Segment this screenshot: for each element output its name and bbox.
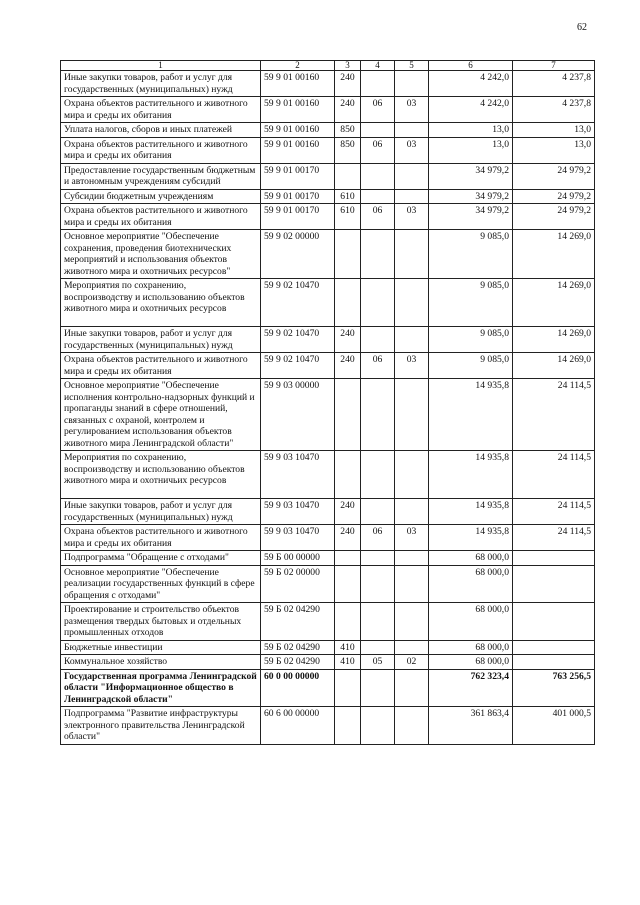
row-amount-year2-cell: 14 269,0: [513, 230, 595, 279]
row-expense-type-cell: 240: [335, 97, 361, 123]
table-row: [61, 603, 595, 641]
row-subsection-cell: 03: [395, 97, 429, 123]
row-code-cell: 59 9 02 10470: [261, 279, 335, 327]
row-expense-type-cell: [335, 565, 361, 603]
row-section-cell: [361, 603, 395, 641]
row-expense-type-cell: 240: [335, 71, 361, 97]
table-row: [61, 230, 595, 279]
row-amount-year1-cell: 13,0: [429, 137, 513, 163]
row-code-cell: 59 9 01 00160: [261, 97, 335, 123]
table-row: [61, 353, 595, 379]
row-section-cell: [361, 565, 395, 603]
row-subsection-cell: [395, 189, 429, 204]
row-section-cell: [361, 123, 395, 138]
row-amount-year2-cell: [513, 565, 595, 603]
table-row: [61, 451, 595, 499]
row-amount-year2-cell: 401 000,5: [513, 707, 595, 745]
row-code-cell: 59 9 02 00000: [261, 230, 335, 279]
row-expense-type-cell: 610: [335, 204, 361, 230]
table-row: [61, 204, 595, 230]
column-header: 2: [261, 61, 335, 71]
row-expense-type-cell: 240: [335, 525, 361, 551]
row-amount-year1-cell: 14 935,8: [429, 525, 513, 551]
row-section-cell: 06: [361, 204, 395, 230]
row-amount-year2-cell: 4 237,8: [513, 97, 595, 123]
row-section-cell: 05: [361, 655, 395, 670]
row-section-cell: [361, 551, 395, 566]
table-row: [61, 551, 595, 566]
row-subsection-cell: [395, 640, 429, 655]
row-code-cell: 59 9 01 00170: [261, 204, 335, 230]
row-section-cell: [361, 327, 395, 353]
row-subsection-cell: [395, 499, 429, 525]
row-expense-type-cell: [335, 551, 361, 566]
row-expense-type-cell: 240: [335, 353, 361, 379]
row-name-cell: Субсидии бюджетным учреждениям: [61, 189, 261, 204]
row-amount-year2-cell: 24 114,5: [513, 525, 595, 551]
row-code-cell: 59 9 03 10470: [261, 525, 335, 551]
page-number: 62: [577, 22, 587, 33]
table-row: [61, 163, 595, 189]
row-amount-year1-cell: 68 000,0: [429, 551, 513, 566]
row-name-cell: Иные закупки товаров, работ и услуг для государственных (муниципальных) нужд: [61, 499, 261, 525]
row-name-cell: Мероприятия по сохранению, воспроизводству и использованию объектов животного мира и охотничьих ресурсов: [61, 451, 261, 499]
row-amount-year1-cell: 68 000,0: [429, 655, 513, 670]
row-amount-year1-cell: 9 085,0: [429, 353, 513, 379]
row-name-cell: Основное мероприятие "Обеспечение исполнения контрольно-надзорных функций и пропаганды знаний в сфере отношений, связанных с охраной, контролем и регулированием использования объектов животного мира Ленинградской области": [61, 379, 261, 451]
row-amount-year1-cell: 68 000,0: [429, 565, 513, 603]
row-code-cell: 59 9 01 00160: [261, 71, 335, 97]
row-code-cell: 59 9 01 00170: [261, 189, 335, 204]
row-section-cell: [361, 451, 395, 499]
row-amount-year2-cell: 24 979,2: [513, 189, 595, 204]
table-row: [61, 123, 595, 138]
row-name-cell: Бюджетные инвестиции: [61, 640, 261, 655]
column-header: 4: [361, 61, 395, 71]
row-amount-year2-cell: 24 114,5: [513, 499, 595, 525]
row-amount-year2-cell: 13,0: [513, 123, 595, 138]
table-row: [61, 707, 595, 745]
table-row: [61, 499, 595, 525]
row-name-cell: Мероприятия по сохранению, воспроизводству и использованию объектов животного мира и охотничьих ресурсов: [61, 279, 261, 327]
row-expense-type-cell: [335, 451, 361, 499]
row-amount-year2-cell: [513, 551, 595, 566]
header-row: [61, 61, 595, 71]
table-row: [61, 379, 595, 451]
row-subsection-cell: 03: [395, 353, 429, 379]
row-code-cell: 59 9 02 10470: [261, 353, 335, 379]
row-code-cell: 59 9 01 00160: [261, 137, 335, 163]
row-code-cell: 59 Б 02 04290: [261, 655, 335, 670]
row-amount-year1-cell: 34 979,2: [429, 204, 513, 230]
row-expense-type-cell: 240: [335, 499, 361, 525]
row-section-cell: [361, 707, 395, 745]
row-name-cell: Охрана объектов растительного и животного мира и среды их обитания: [61, 97, 261, 123]
row-section-cell: 06: [361, 137, 395, 163]
row-amount-year2-cell: 24 114,5: [513, 451, 595, 499]
row-subsection-cell: [395, 163, 429, 189]
row-subsection-cell: [395, 327, 429, 353]
row-code-cell: 59 Б 02 04290: [261, 640, 335, 655]
row-section-cell: [361, 640, 395, 655]
column-header: 6: [429, 61, 513, 71]
table-row: [61, 525, 595, 551]
row-amount-year2-cell: 24 114,5: [513, 379, 595, 451]
row-amount-year1-cell: 14 935,8: [429, 499, 513, 525]
row-subsection-cell: 03: [395, 525, 429, 551]
table-row: [61, 565, 595, 603]
row-name-cell: Охрана объектов растительного и животного мира и среды их обитания: [61, 137, 261, 163]
row-section-cell: [361, 669, 395, 707]
table-row: [61, 137, 595, 163]
row-amount-year1-cell: 4 242,0: [429, 71, 513, 97]
row-amount-year1-cell: 9 085,0: [429, 230, 513, 279]
row-expense-type-cell: 850: [335, 137, 361, 163]
row-expense-type-cell: 610: [335, 189, 361, 204]
row-amount-year2-cell: 4 237,8: [513, 71, 595, 97]
row-name-cell: Охрана объектов растительного и животного мира и среды их обитания: [61, 353, 261, 379]
row-name-cell: Уплата налогов, сборов и иных платежей: [61, 123, 261, 138]
row-subsection-cell: [395, 451, 429, 499]
row-subsection-cell: 03: [395, 137, 429, 163]
row-name-cell: Охрана объектов растительного и животного мира и среды их обитания: [61, 525, 261, 551]
row-amount-year1-cell: 762 323,4: [429, 669, 513, 707]
row-amount-year1-cell: 14 935,8: [429, 451, 513, 499]
budget-table: [60, 60, 595, 745]
table-row: [61, 640, 595, 655]
row-amount-year1-cell: 34 979,2: [429, 189, 513, 204]
row-code-cell: 60 0 00 00000: [261, 669, 335, 707]
row-amount-year2-cell: 763 256,5: [513, 669, 595, 707]
row-subsection-cell: [395, 279, 429, 327]
row-name-cell: Проектирование и строительство объектов размещения твердых бытовых и отдельных промышленных отходов: [61, 603, 261, 641]
row-section-cell: 06: [361, 353, 395, 379]
row-amount-year2-cell: [513, 640, 595, 655]
row-name-cell: Основное мероприятие "Обеспечение реализации государственных функций в сфере обращения с отходами": [61, 565, 261, 603]
row-code-cell: 60 6 00 00000: [261, 707, 335, 745]
table-row: [61, 669, 595, 707]
row-subsection-cell: [395, 123, 429, 138]
row-name-cell: Государственная программа Ленинградской области "Информационное общество в Ленинградской области": [61, 669, 261, 707]
table-row: [61, 327, 595, 353]
row-amount-year1-cell: 68 000,0: [429, 640, 513, 655]
column-header: 3: [335, 61, 361, 71]
row-name-cell: Иные закупки товаров, работ и услуг для государственных (муниципальных) нужд: [61, 327, 261, 353]
row-amount-year2-cell: [513, 603, 595, 641]
row-name-cell: Коммунальное хозяйство: [61, 655, 261, 670]
row-name-cell: Основное мероприятие "Обеспечение сохранения, проведения биотехнических мероприятий и использования объектов животного мира и охотничьих ресурсов": [61, 230, 261, 279]
table-row: [61, 97, 595, 123]
row-amount-year1-cell: 68 000,0: [429, 603, 513, 641]
row-expense-type-cell: [335, 707, 361, 745]
row-expense-type-cell: [335, 603, 361, 641]
row-subsection-cell: [395, 551, 429, 566]
row-section-cell: [361, 279, 395, 327]
row-code-cell: 59 9 03 00000: [261, 379, 335, 451]
row-expense-type-cell: [335, 230, 361, 279]
row-amount-year2-cell: 14 269,0: [513, 327, 595, 353]
column-header: 1: [61, 61, 261, 71]
row-section-cell: [361, 71, 395, 97]
row-amount-year2-cell: 14 269,0: [513, 279, 595, 327]
row-expense-type-cell: [335, 163, 361, 189]
row-subsection-cell: [395, 379, 429, 451]
row-amount-year1-cell: 34 979,2: [429, 163, 513, 189]
row-section-cell: [361, 379, 395, 451]
row-code-cell: 59 Б 00 00000: [261, 551, 335, 566]
row-section-cell: 06: [361, 525, 395, 551]
row-amount-year2-cell: 24 979,2: [513, 163, 595, 189]
row-code-cell: 59 9 03 10470: [261, 451, 335, 499]
row-name-cell: Охрана объектов растительного и животного мира и среды их обитания: [61, 204, 261, 230]
row-expense-type-cell: [335, 669, 361, 707]
row-name-cell: Иные закупки товаров, работ и услуг для государственных (муниципальных) нужд: [61, 71, 261, 97]
row-code-cell: 59 9 02 10470: [261, 327, 335, 353]
row-name-cell: Подпрограмма "Развитие инфраструктуры электронного правительства Ленинградской области": [61, 707, 261, 745]
row-section-cell: [361, 230, 395, 279]
row-amount-year1-cell: 14 935,8: [429, 379, 513, 451]
row-amount-year1-cell: 13,0: [429, 123, 513, 138]
row-code-cell: 59 Б 02 00000: [261, 565, 335, 603]
table-row: [61, 189, 595, 204]
row-subsection-cell: 03: [395, 204, 429, 230]
row-subsection-cell: [395, 565, 429, 603]
row-subsection-cell: [395, 707, 429, 745]
row-code-cell: 59 9 01 00170: [261, 163, 335, 189]
table-row: [61, 655, 595, 670]
row-amount-year2-cell: 24 979,2: [513, 204, 595, 230]
row-code-cell: 59 Б 02 04290: [261, 603, 335, 641]
column-header: 7: [513, 61, 595, 71]
row-amount-year2-cell: [513, 655, 595, 670]
row-code-cell: 59 9 03 10470: [261, 499, 335, 525]
column-header: 5: [395, 61, 429, 71]
row-expense-type-cell: 850: [335, 123, 361, 138]
row-expense-type-cell: [335, 379, 361, 451]
row-subsection-cell: [395, 71, 429, 97]
row-amount-year1-cell: 361 863,4: [429, 707, 513, 745]
row-amount-year1-cell: 4 242,0: [429, 97, 513, 123]
row-expense-type-cell: 240: [335, 327, 361, 353]
row-section-cell: [361, 499, 395, 525]
row-subsection-cell: 02: [395, 655, 429, 670]
row-expense-type-cell: 410: [335, 655, 361, 670]
row-expense-type-cell: 410: [335, 640, 361, 655]
row-subsection-cell: [395, 230, 429, 279]
row-subsection-cell: [395, 603, 429, 641]
row-code-cell: 59 9 01 00160: [261, 123, 335, 138]
row-section-cell: [361, 189, 395, 204]
row-amount-year2-cell: 14 269,0: [513, 353, 595, 379]
row-expense-type-cell: [335, 279, 361, 327]
table-row: [61, 71, 595, 97]
row-section-cell: 06: [361, 97, 395, 123]
row-amount-year1-cell: 9 085,0: [429, 279, 513, 327]
row-subsection-cell: [395, 669, 429, 707]
row-name-cell: Подпрограмма "Обращение с отходами": [61, 551, 261, 566]
table-row: [61, 279, 595, 327]
row-section-cell: [361, 163, 395, 189]
row-amount-year1-cell: 9 085,0: [429, 327, 513, 353]
row-name-cell: Предоставление государственным бюджетным и автономным учреждениям субсидий: [61, 163, 261, 189]
row-amount-year2-cell: 13,0: [513, 137, 595, 163]
